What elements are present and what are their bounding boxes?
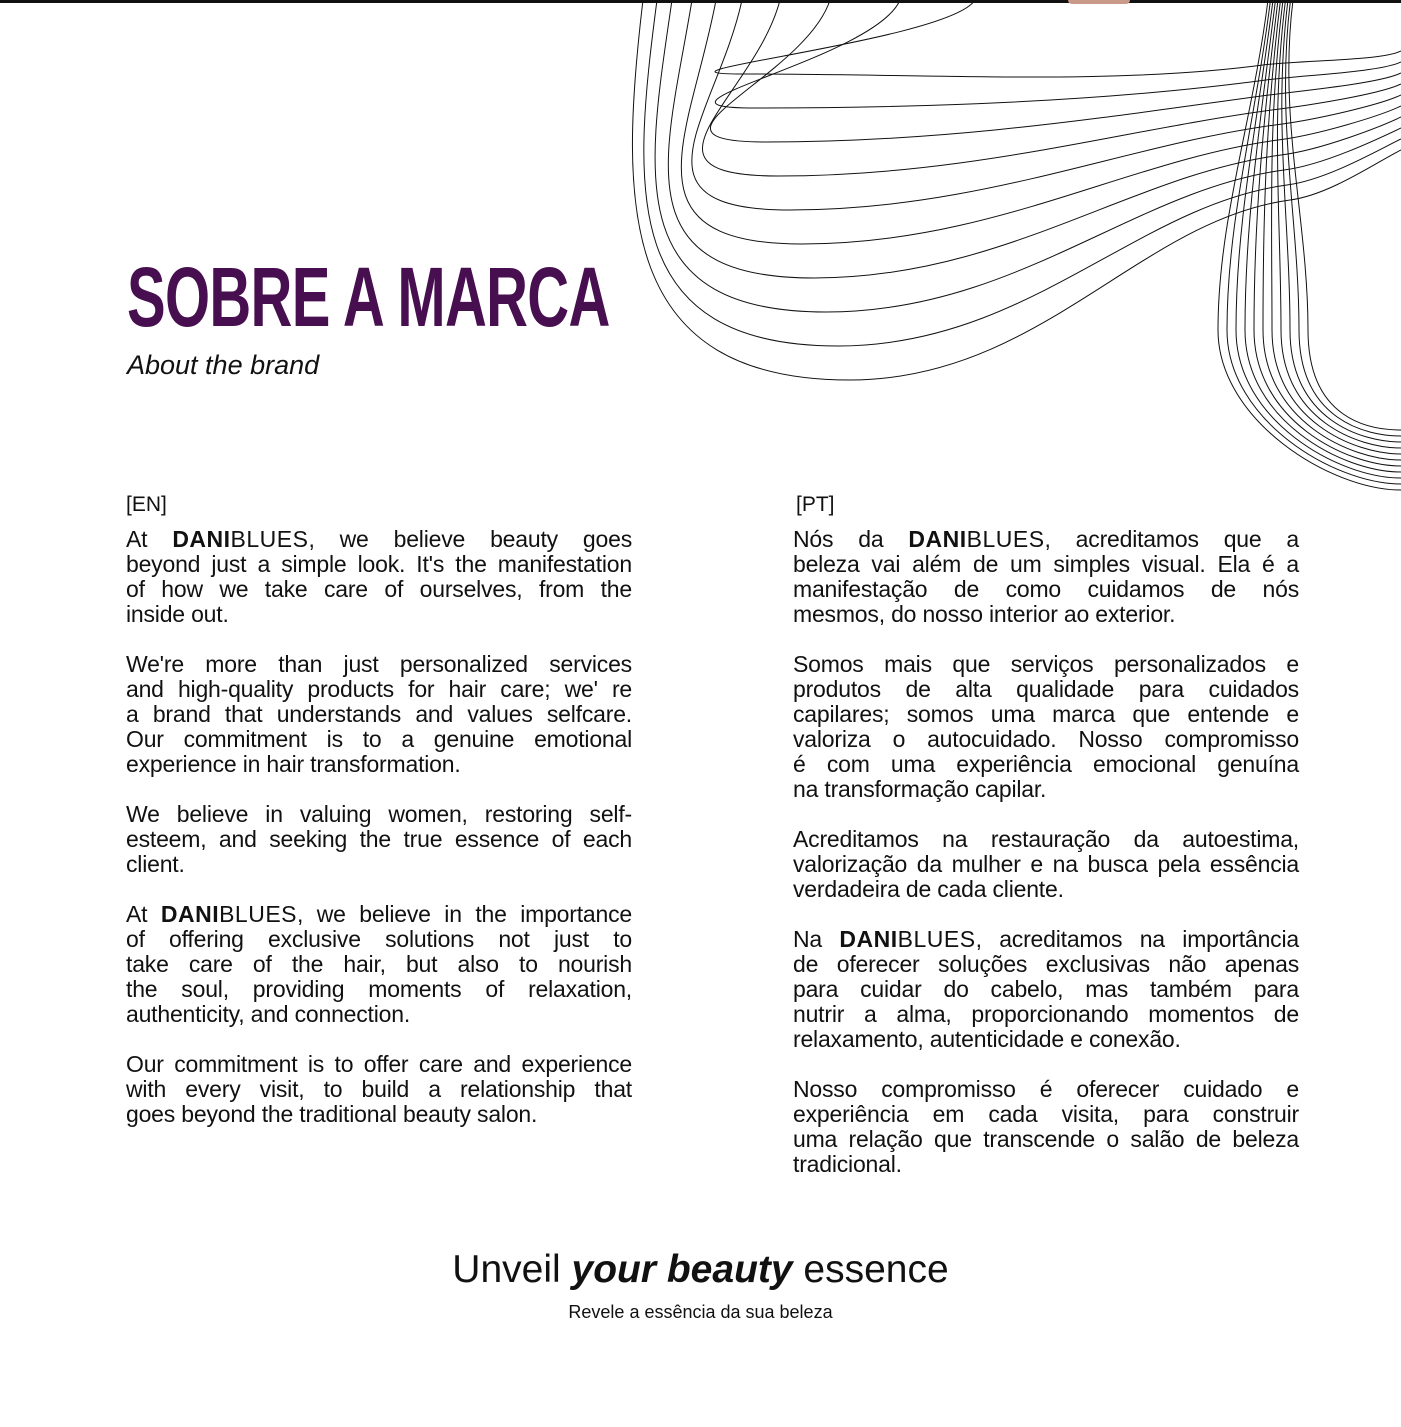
wave-line [1272, 0, 1401, 454]
text-line: beleza vai além de um simples visual. Ela é a [793, 551, 1299, 577]
paragraph [793, 827, 1299, 902]
brand-name-light: BLUES [219, 901, 298, 927]
language-label-en: [EN] [126, 493, 167, 516]
text-line: a brand that understands and values selfcare. [126, 701, 632, 727]
text-line: para cuidar do cabelo, mas também para [793, 976, 1299, 1002]
paragraph [126, 1052, 632, 1127]
text-line: esteem, and seeking the true essence of each [126, 826, 632, 852]
paragraph [793, 927, 1299, 1052]
portuguese-text [793, 527, 1299, 1177]
brand-name-bold: DANI [172, 526, 231, 552]
page-title: SOBRE A MARCA [127, 250, 610, 344]
paragraph [793, 527, 1299, 627]
wave-line [1218, 0, 1401, 490]
paragraph [126, 802, 632, 877]
wave-line [668, 0, 1401, 278]
tagline-translation: Revele a essência da sua beleza [568, 1302, 833, 1322]
text-line: experiência em cada visita, para construir [793, 1101, 1299, 1127]
text-line: beyond just a simple look. It's the manifestation [126, 551, 632, 577]
paragraph [126, 902, 632, 1027]
text-line: nutrir a alma, proporcionando momentos de [793, 1001, 1299, 1027]
text-line: with every visit, to build a relationship that [126, 1076, 632, 1102]
text-line: de oferecer soluções exclusivas não apenas [793, 951, 1299, 977]
language-label-pt: [PT] [796, 493, 835, 516]
wave-line [1285, 0, 1401, 436]
english-text [126, 527, 632, 1127]
text-line: Our commitment is to a genuine emotional [126, 726, 632, 752]
text-line: produtos de alta qualidade para cuidados [793, 676, 1299, 702]
text-line: na transformação capilar. [793, 776, 1047, 802]
paragraph [126, 527, 632, 627]
text-line: Na DANIBLUES, acreditamos na importância [793, 926, 1299, 952]
paragraph [793, 652, 1299, 802]
brand-name-bold: DANI [908, 526, 967, 552]
text-line: valorização da mulher e na busca pela essência [793, 851, 1299, 877]
text-line: relaxamento, autenticidade e conexão. [793, 1026, 1181, 1052]
text-line: and high-quality products for hair care; we' re [126, 676, 632, 702]
brand-name-light: BLUES [966, 526, 1045, 552]
portuguese-column [793, 492, 1299, 1202]
text-line: experience in hair transformation. [126, 751, 461, 777]
wave-line [1245, 0, 1401, 472]
brand-name-light: BLUES [230, 526, 309, 552]
wave-line [1289, 0, 1401, 430]
english-column [126, 492, 632, 1152]
text-line: Nosso compromisso é oferecer cuidado e [793, 1076, 1299, 1102]
tagline [0, 1248, 1401, 1292]
text-line: goes beyond the traditional beauty salon. [126, 1101, 538, 1127]
wave-line [710, 0, 1401, 142]
text-line: tradicional. [793, 1151, 902, 1177]
text-line: the soul, providing moments of relaxation, [126, 976, 632, 1002]
text-line: inside out. [126, 601, 229, 627]
brand-name-light: BLUES [897, 926, 976, 952]
text-line: take care of the hair, but also to nourish [126, 951, 632, 977]
text-line: At DANIBLUES, we believe in the importance [126, 901, 632, 927]
text-line: client. [126, 851, 185, 877]
text-line: mesmos, do nosso interior ao exterior. [793, 601, 1176, 627]
text-line: valoriza o autocuidado. Nosso compromisso [793, 726, 1299, 752]
brand-name-bold: DANI [839, 926, 898, 952]
text-line: We're more than just personalized services [126, 651, 632, 677]
text-line: At DANIBLUES, we believe beauty goes [126, 526, 632, 552]
wave-line [1263, 0, 1401, 460]
text-line: authenticity, and connection. [126, 1001, 411, 1027]
wave-line [1282, 0, 1401, 442]
text-line: of how we take care of ourselves, from the [126, 576, 632, 602]
text-line: é com uma experiência emocional genuína [793, 751, 1299, 777]
text-line: Nós da DANIBLUES, acreditamos que a [793, 526, 1299, 552]
text-line: manifestação de como cuidamos de nós [793, 576, 1299, 602]
wave-line [715, 0, 1401, 77]
paragraph [793, 1077, 1299, 1177]
page-subtitle: About the brand [127, 350, 320, 380]
text-line: Our commitment is to offer care and experience [126, 1051, 632, 1077]
text-line: of offering exclusive solutions not just to [126, 926, 632, 952]
tagline-post: essence [792, 1248, 949, 1291]
text-line: Somos mais que serviços personalizados e [793, 651, 1299, 677]
text-line: uma relação que transcende o salão de beleza [793, 1126, 1299, 1152]
wave-line [1236, 0, 1401, 478]
text-line: We believe in valuing women, restoring self- [126, 801, 632, 827]
wave-line [692, 0, 1401, 210]
text-line: capilares; somos uma marca que entende e [793, 701, 1299, 727]
paragraph [126, 652, 632, 777]
wave-line [702, 0, 1401, 176]
text-line: verdadeira de cada cliente. [793, 876, 1064, 902]
text-line: Acreditamos na restauração da autoestima, [793, 826, 1299, 852]
tagline-pre: Unveil [452, 1248, 572, 1291]
tagline-emphasis: your beauty [571, 1248, 793, 1291]
brand-name-bold: DANI [160, 901, 220, 927]
wave-line [1227, 0, 1401, 484]
